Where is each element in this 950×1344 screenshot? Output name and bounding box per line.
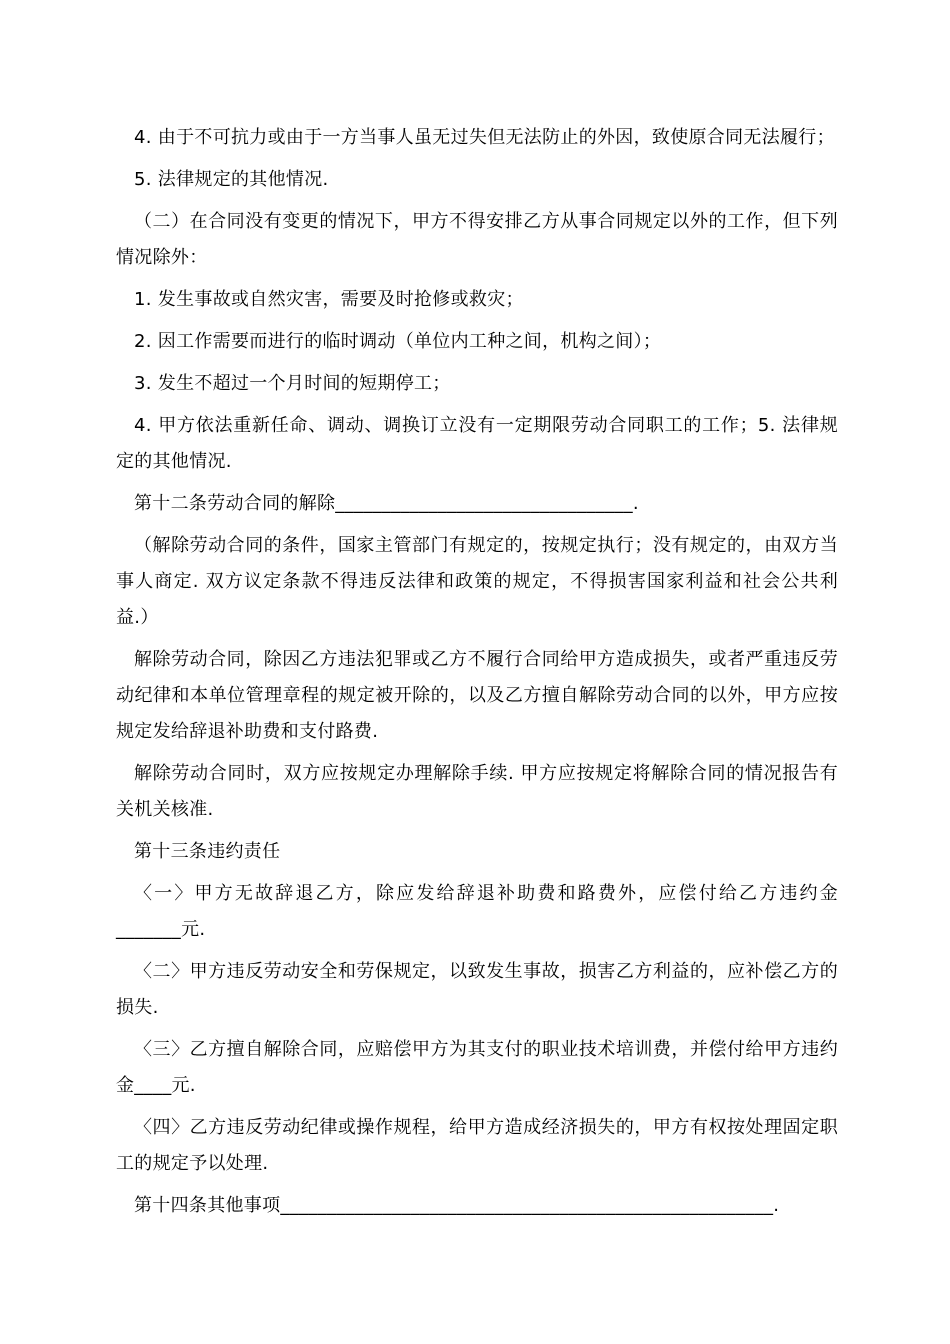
- paragraph-liability-3: 〈三〉乙方擅自解除合同，应赔偿甲方为其支付的职业技术培训费，并偿付给甲方违约金____元.: [116, 1039, 838, 1096]
- article-14-heading: 第十四条其他事项_____________________________________________________.: [134, 1195, 780, 1216]
- paragraph-item-1: 1. 发生事故或自然灾害，需要及时抢修或救灾；: [134, 289, 524, 310]
- paragraph-force-majeure: 4. 由于不可抗力或由于一方当事人虽无过失但无法防止的外因，致使原合同无法履行；: [134, 127, 835, 148]
- paragraph-termination-procedure: 解除劳动合同时，双方应按规定办理解除手续. 甲方应按规定将解除合同的情况报告有关机关核准.: [116, 763, 838, 820]
- paragraph-other-legal-cases: 5. 法律规定的其他情况.: [134, 169, 329, 190]
- paragraph-item-2: 2. 因工作需要而进行的临时调动（单位内工种之间，机构之间）；: [134, 331, 662, 352]
- paragraph-termination-conditions: （解除劳动合同的条件，国家主管部门有规定的，按规定执行；没有规定的，由双方当事人商定. 双方议定条款不得违反法律和政策的规定，不得损害国家利益和社会公共利益.）: [116, 535, 838, 628]
- paragraph-item-4-5: 4. 甲方依法重新任命、调动、调换订立没有一定期限劳动合同职工的工作；5. 法律规定的其他情况.: [116, 415, 838, 472]
- paragraph-item-3: 3. 发生不超过一个月时间的短期停工；: [134, 373, 451, 394]
- document-body: [116, 120, 838, 1230]
- article-12-heading: 第十二条劳动合同的解除________________________________.: [134, 493, 639, 514]
- paragraph-liability-1: 〈一〉甲方无故辞退乙方，除应发给辞退补助费和路费外，应偿付给乙方违约金_______元.: [116, 883, 838, 940]
- paragraph-liability-2: 〈二〉甲方违反劳动安全和劳保规定，以致发生事故，损害乙方利益的，应补偿乙方的损失.: [116, 961, 838, 1018]
- paragraph-liability-4: 〈四〉乙方违反劳动纪律或操作规程，给甲方造成经济损失的，甲方有权按处理固定职工的规定予以处理.: [116, 1117, 838, 1174]
- paragraph-termination-compensation: 解除劳动合同，除因乙方违法犯罪或乙方不履行合同给甲方造成损失，或者严重违反劳动纪律和本单位管理章程的规定被开除的，以及乙方擅自解除劳动合同的以外，甲方应按规定发给辞退补助费和支付路费.: [116, 649, 838, 742]
- paragraph-section-two: （二）在合同没有变更的情况下，甲方不得安排乙方从事合同规定以外的工作，但下列情况除外：: [116, 211, 838, 268]
- article-13-heading: 第十三条违约责任: [134, 841, 281, 862]
